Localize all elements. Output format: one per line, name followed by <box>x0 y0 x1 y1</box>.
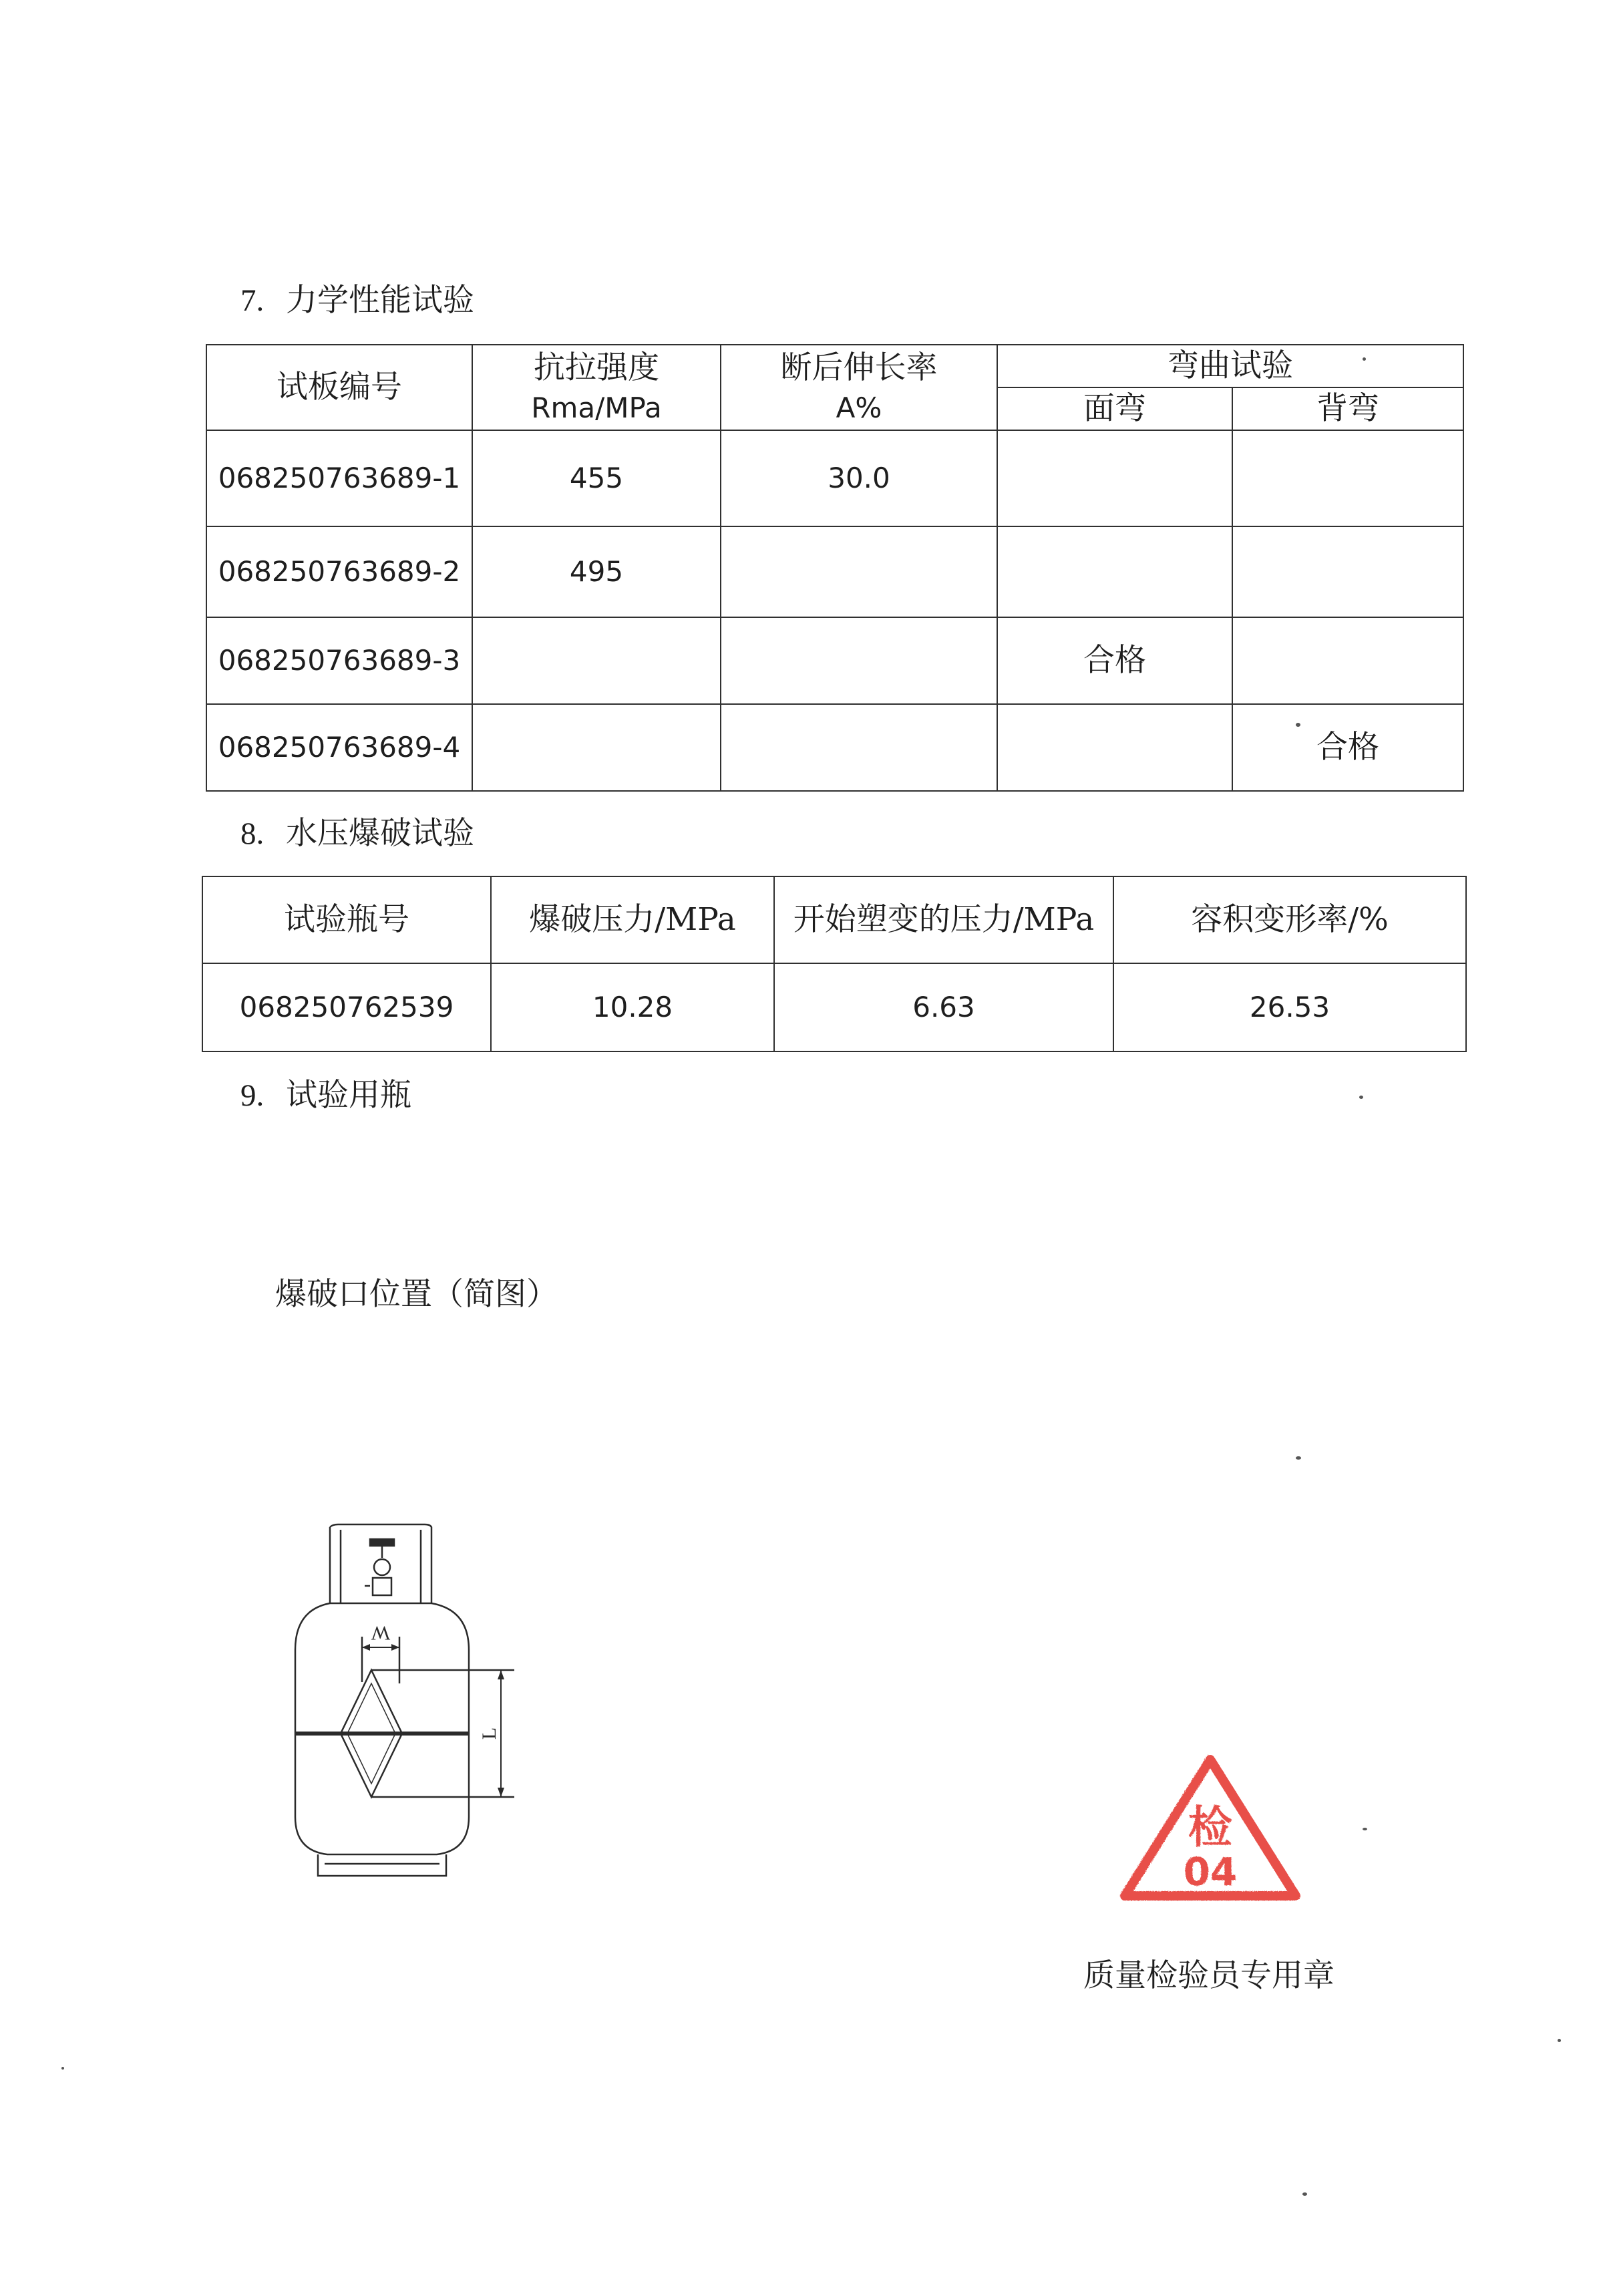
section-8-title: 8. 水压爆破试验 <box>240 815 474 852</box>
label-l: L <box>478 1727 500 1740</box>
face-bend-value <box>997 704 1232 791</box>
scan-speck <box>1359 1096 1363 1099</box>
yield-pressure-value: 6.63 <box>774 963 1113 1051</box>
burst-test-table <box>202 876 1467 1052</box>
scan-speck <box>1363 357 1366 361</box>
face-bend-value: 合格 <box>997 617 1232 704</box>
header-elongation: 断后伸长率 A% <box>721 345 997 430</box>
header-plate-no: 试板编号 <box>206 345 472 430</box>
burst-pressure-value: 10.28 <box>491 963 774 1051</box>
back-bend-value <box>1232 430 1463 526</box>
table-row <box>206 704 1463 791</box>
header-face-bend: 面弯 <box>997 387 1232 430</box>
header-volume-deformation: 容积变形率/% <box>1113 876 1466 963</box>
tensile-value <box>472 617 721 704</box>
elongation-value <box>721 617 997 704</box>
elongation-value <box>721 704 997 791</box>
elongation-value: 30.0 <box>721 430 997 526</box>
stamp-caption: 质量检验员专用章 <box>1083 1957 1334 1994</box>
scan-speck <box>61 2067 64 2070</box>
tensile-value: 495 <box>472 526 721 617</box>
header-yield-pressure: 开始塑变的压力/MPa <box>774 876 1113 963</box>
header-tensile: 抗拉强度 Rma/MPa <box>472 345 721 430</box>
elongation-value <box>721 526 997 617</box>
plate-id: 068250763689-4 <box>206 704 472 791</box>
tensile-value: 455 <box>472 430 721 526</box>
face-bend-value <box>997 526 1232 617</box>
section-7-title: 7. 力学性能试验 <box>240 282 474 319</box>
scan-speck <box>1302 2192 1307 2196</box>
plate-id: 068250763689-1 <box>206 430 472 526</box>
face-bend-value <box>997 430 1232 526</box>
section-9-title: 9. 试验用瓶 <box>240 1077 411 1114</box>
bottle-no-value: 068250762539 <box>202 963 491 1051</box>
header-burst-pressure: 爆破压力/MPa <box>491 876 774 963</box>
inspector-stamp <box>1115 1750 1309 1911</box>
table-row <box>206 617 1463 704</box>
stamp-number: 04 <box>1183 1849 1238 1895</box>
scan-speck <box>1558 2039 1561 2042</box>
plate-id: 068250763689-2 <box>206 526 472 617</box>
back-bend-value <box>1232 617 1463 704</box>
label-w: W <box>371 1622 391 1644</box>
volume-deformation-value: 26.53 <box>1113 963 1466 1051</box>
tensile-value <box>472 704 721 791</box>
cylinder-diagram <box>287 1516 541 1891</box>
back-bend-value: 合格 <box>1232 704 1463 791</box>
table-row <box>206 430 1463 526</box>
plate-id: 068250763689-3 <box>206 617 472 704</box>
stamp-char: 检 <box>1188 1802 1232 1853</box>
scan-speck <box>1363 1828 1367 1830</box>
table-row <box>206 526 1463 617</box>
header-back-bend: 背弯 <box>1232 387 1463 430</box>
scan-speck <box>1296 1456 1301 1460</box>
header-bottle-no: 试验瓶号 <box>202 876 491 963</box>
mechanical-test-table <box>206 344 1464 792</box>
scan-speck <box>1296 723 1300 727</box>
header-bend-test: 弯曲试验 <box>997 345 1463 387</box>
back-bend-value <box>1232 526 1463 617</box>
diagram-caption: 爆破口位置（简图） <box>275 1276 558 1313</box>
table-row <box>202 963 1466 1051</box>
